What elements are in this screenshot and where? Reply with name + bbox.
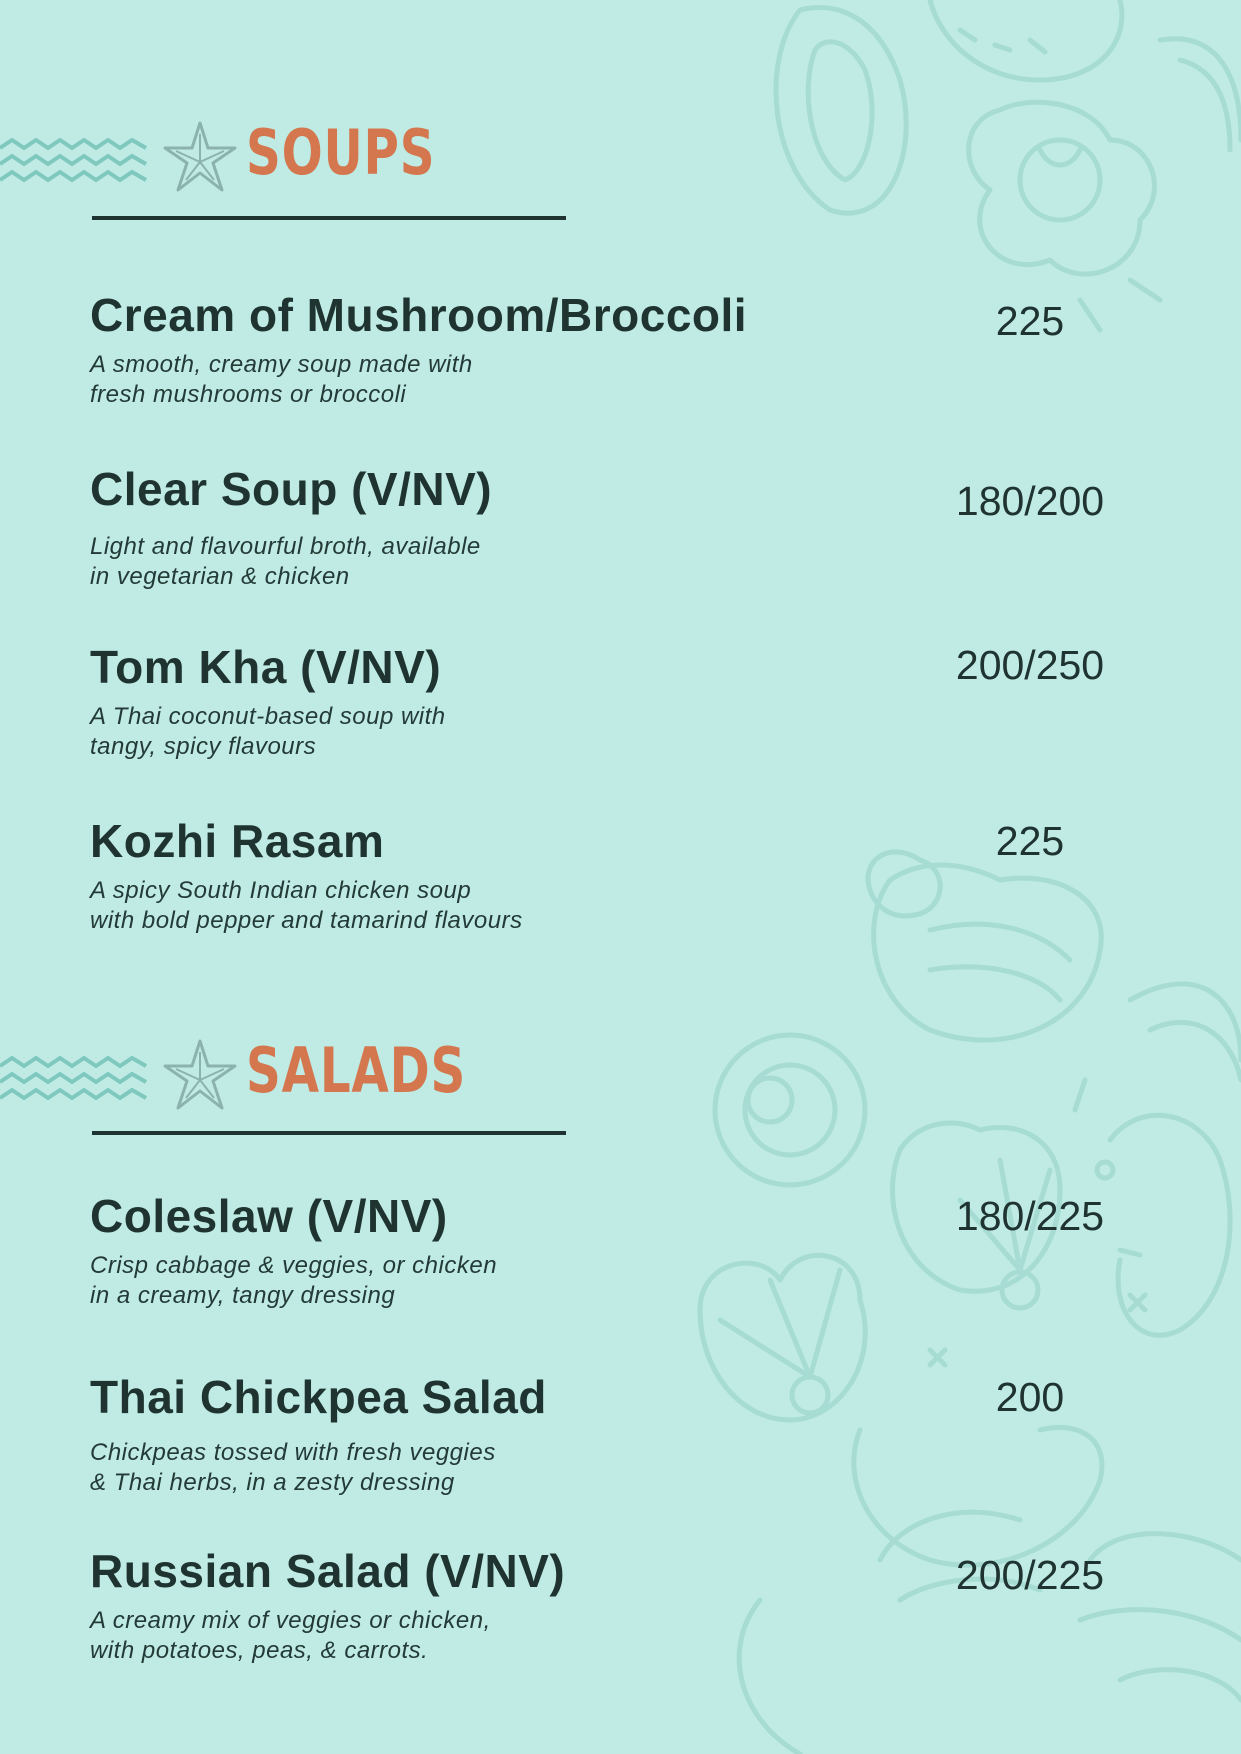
item-description — [90, 1438, 1190, 1498]
item-name: Russian Salad (V/NV) — [90, 1545, 566, 1597]
item-description-line: with bold pepper and tamarind flavours — [90, 907, 523, 934]
item-description-line: Crisp cabbage & veggies, or chicken — [90, 1252, 498, 1279]
item-description-line: A Thai coconut-based soup with — [90, 703, 446, 730]
section-header-salads — [0, 1034, 700, 1138]
item-description-line: Light and flavourful broth, available — [90, 533, 481, 560]
item-price: 225 — [995, 298, 1065, 344]
item-price: 200 — [995, 1374, 1065, 1420]
wave-ornament-icon — [0, 1056, 150, 1106]
starfish-icon — [162, 120, 238, 196]
item-description — [90, 1251, 1190, 1311]
item-description-line: tangy, spicy flavours — [90, 733, 317, 760]
item-description — [90, 876, 1190, 936]
item-description — [90, 702, 1190, 762]
item-price: 200/250 — [955, 642, 1105, 688]
item-name: Coleslaw (V/NV) — [90, 1190, 448, 1242]
item-price: 180/200 — [955, 478, 1105, 524]
item-description-line: A smooth, creamy soup made with — [90, 351, 473, 378]
item-description-line: in vegetarian & chicken — [90, 563, 350, 590]
item-name: Kozhi Rasam — [90, 815, 385, 867]
item-description — [90, 532, 1190, 592]
item-description-line: Chickpeas tossed with fresh veggies — [90, 1439, 496, 1466]
section-divider — [92, 1131, 566, 1135]
item-price: 200/225 — [955, 1552, 1105, 1598]
item-description-line: A creamy mix of veggies or chicken, — [90, 1607, 491, 1634]
item-name: Clear Soup (V/NV) — [90, 463, 493, 515]
item-name: Thai Chickpea Salad — [90, 1371, 547, 1423]
item-description — [90, 1606, 1190, 1666]
section-divider — [92, 216, 566, 220]
wave-ornament-icon — [0, 138, 150, 188]
item-description — [90, 350, 1190, 410]
starfish-icon — [162, 1038, 238, 1114]
item-description-line: in a creamy, tangy dressing — [90, 1282, 396, 1309]
section-title: SOUPS — [246, 116, 436, 189]
section-title: SALADS — [246, 1034, 467, 1107]
item-description-line: A spicy South Indian chicken soup — [90, 877, 472, 904]
item-name: Tom Kha (V/NV) — [90, 641, 442, 693]
item-description-line: fresh mushrooms or broccoli — [90, 381, 407, 408]
item-name: Cream of Mushroom/Broccoli — [90, 289, 748, 341]
item-price: 225 — [995, 818, 1065, 864]
item-description-line: with potatoes, peas, & carrots. — [90, 1637, 429, 1664]
item-description-line: & Thai herbs, in a zesty dressing — [90, 1469, 455, 1496]
section-header-soups — [0, 116, 700, 220]
item-price: 180/225 — [955, 1193, 1105, 1239]
